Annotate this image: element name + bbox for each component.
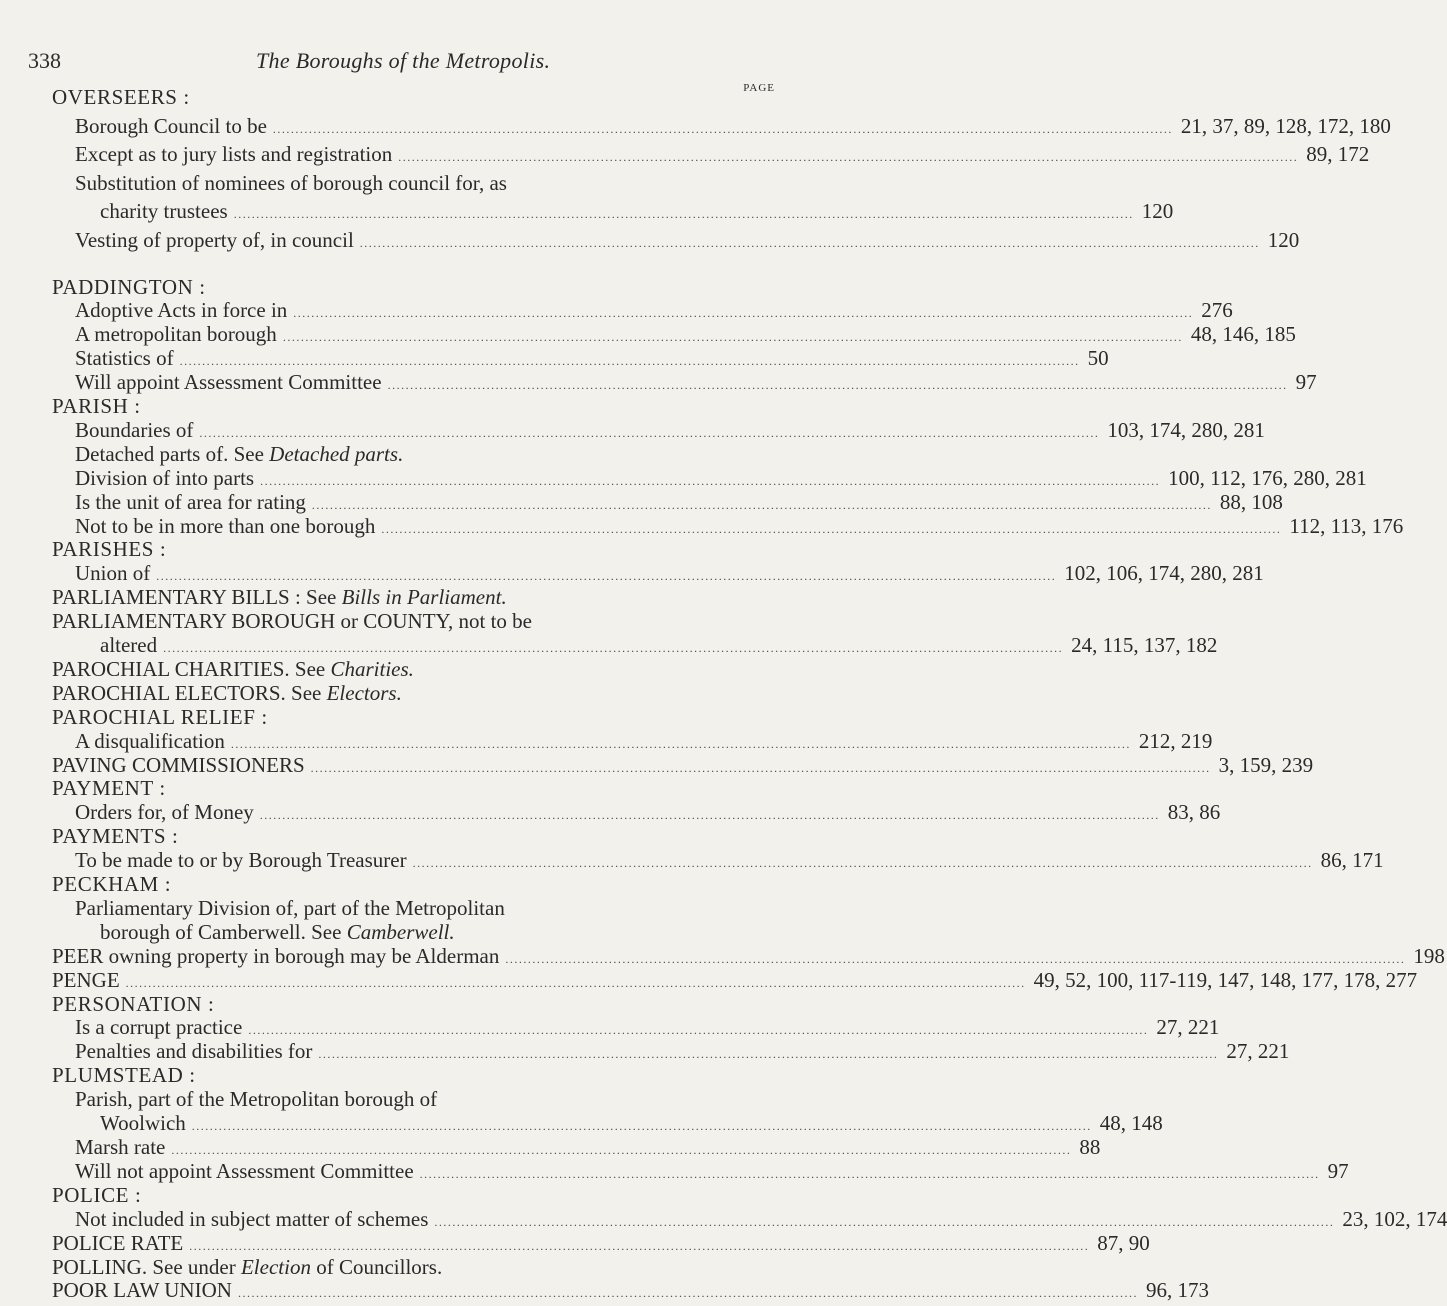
entry-text: OVERSEERS : (52, 85, 190, 109)
entry-text: Will not appoint Assessment Committee (75, 1159, 414, 1183)
dot-leader: ........................................................................................................................................................................................................ (163, 641, 1064, 655)
index-entry (75, 489, 1283, 515)
entry-text: Adoptive Acts in force in (75, 298, 288, 322)
entry-text: Except as to jury lists and registration (75, 142, 393, 166)
index-entry (75, 513, 1404, 539)
page-references: 27, 221 (1226, 1039, 1290, 1063)
index-entry (75, 369, 1317, 395)
page-references: 120 (1141, 199, 1174, 223)
page-references: 27, 221 (1156, 1015, 1220, 1039)
entry-text: charity trustees (100, 199, 228, 223)
index-entry (75, 1206, 1447, 1232)
index-entry (52, 1277, 1209, 1303)
page-references: 88, 108 (1219, 490, 1283, 514)
dot-leader: ........................................................................................................................................................................................................ (260, 474, 1161, 488)
index-entry (52, 1230, 1150, 1256)
index-heading (52, 1182, 141, 1208)
index-entry (100, 198, 1174, 224)
entry-text: PECKHAM : (52, 872, 172, 896)
dot-leader: ........................................................................................................................................................................................................ (412, 856, 1313, 870)
entry-text: Orders for, of Money (75, 800, 254, 824)
index-entry (75, 345, 1109, 371)
entry-text: PARISH : (52, 394, 141, 418)
entry-text: PAROCHIAL ELECTORS. See Electors. (52, 681, 402, 705)
index-text-line (52, 608, 532, 634)
index-entry (100, 1110, 1163, 1136)
dot-leader: ........................................................................................................................................................................................................ (237, 1286, 1138, 1300)
page-column-label: PAGE (743, 82, 775, 94)
entry-text: PAVING COMMISSIONERS (52, 753, 305, 777)
dot-leader: ........................................................................................................................................................................................................ (199, 426, 1100, 440)
index-entry (75, 1134, 1101, 1160)
page-references: 97 (1327, 1159, 1349, 1183)
index-heading (52, 823, 178, 849)
dot-leader: ........................................................................................................................................................................................................ (125, 976, 1026, 990)
page-references: 23, 102, 174 (1342, 1207, 1447, 1231)
index-entry (75, 297, 1233, 323)
entry-text: Union of (75, 561, 151, 585)
index-entry (75, 321, 1296, 347)
page-references: 50 (1087, 346, 1109, 370)
page-references: 276 (1201, 298, 1233, 322)
page-references: 89, 172 (1306, 142, 1370, 166)
dot-leader: ........................................................................................................................................................................................................ (233, 207, 1134, 221)
index-heading (52, 871, 171, 897)
entry-text: Borough Council to be (75, 114, 267, 138)
index-heading (52, 393, 141, 419)
index-entry (75, 847, 1384, 873)
dot-leader: ........................................................................................................................................................................................................ (359, 236, 1260, 250)
entry-text: Will appoint Assessment Committee (75, 370, 382, 394)
entry-text: POLICE RATE (52, 1231, 184, 1255)
dot-leader: ........................................................................................................................................................................................................ (230, 737, 1131, 751)
dot-leader: ........................................................................................................................................................................................................ (434, 1215, 1335, 1229)
entry-text: Statistics of (75, 346, 174, 370)
dot-leader: ........................................................................................................................................................................................................ (381, 522, 1282, 536)
entry-text: PAYMENT : (52, 776, 166, 800)
entry-text: POLICE : (52, 1183, 142, 1207)
cross-reference: Detached parts. (269, 442, 404, 466)
index-text-line (75, 895, 505, 921)
index-heading (52, 775, 166, 801)
cross-reference: Election (240, 1255, 311, 1279)
cross-reference: Camberwell. (346, 920, 455, 944)
page-references: 212, 219 (1138, 729, 1213, 753)
dot-leader: ........................................................................................................................................................................................................ (272, 122, 1173, 136)
page-references: 48, 146, 185 (1190, 322, 1296, 346)
running-title: The Boroughs of the Metropolis. (256, 48, 551, 73)
index-text-line (52, 656, 414, 682)
dot-leader: ........................................................................................................................................................................................................ (189, 1239, 1090, 1253)
index-text-line (75, 1086, 437, 1112)
entry-text: Is a corrupt practice (75, 1015, 243, 1039)
index-entry (75, 141, 1370, 167)
entry-text-tail: of Councillors. (310, 1255, 443, 1279)
dot-leader: ........................................................................................................................................................................................................ (171, 1143, 1072, 1157)
dot-leader: ........................................................................................................................................................................................................ (259, 808, 1160, 822)
entry-text: A metropolitan borough (75, 322, 277, 346)
index-entry (75, 560, 1264, 586)
page-references: 103, 174, 280, 281 (1107, 418, 1265, 442)
dot-leader: ........................................................................................................................................................................................................ (398, 150, 1299, 164)
index-text-line (75, 441, 403, 467)
entry-text: Boundaries of (75, 418, 194, 442)
page-references: 49, 52, 100, 117-119, 147, 148, 177, 178, 277 (1033, 968, 1418, 992)
page-references: 48, 148 (1099, 1111, 1163, 1135)
page-references: 87, 90 (1097, 1231, 1150, 1255)
dot-leader: ........................................................................................................................................................................................................ (318, 1047, 1219, 1061)
entry-text: borough of Camberwell. See Camberwell. (100, 920, 455, 944)
entry-text: PAROCHIAL RELIEF : (52, 705, 268, 729)
index-entry (52, 943, 1445, 969)
dot-leader: ........................................................................................................................................................................................................ (505, 952, 1406, 966)
entry-text: POLLING. See under Election of Councillors. (52, 1255, 443, 1279)
page-references: 120 (1267, 228, 1300, 252)
entry-text: altered (100, 633, 158, 657)
entry-text: POOR LAW UNION (52, 1278, 232, 1302)
dot-leader: ........................................................................................................................................................................................................ (311, 498, 1212, 512)
index-heading (52, 536, 166, 562)
dot-leader: ........................................................................................................................................................................................................ (419, 1167, 1320, 1181)
index-text-line (52, 680, 402, 706)
entry-text: PENGE (52, 968, 120, 992)
index-entry (52, 967, 1418, 993)
index-heading (52, 704, 268, 730)
entry-text: Marsh rate (75, 1135, 166, 1159)
index-text-line (100, 919, 455, 945)
index-entry (75, 799, 1221, 825)
entry-text: PARLIAMENTARY BILLS : See Bills in Parliament. (52, 585, 507, 609)
entry-text: Vesting of property of, in council (75, 228, 354, 252)
entry-text: PEER owning property in borough may be Alderman (52, 944, 500, 968)
index-text-line (52, 584, 507, 610)
index-entry (75, 465, 1367, 491)
entry-text: PARLIAMENTARY BOROUGH or COUNTY, not to be (52, 609, 532, 633)
index-heading (52, 84, 190, 110)
page-references: 86, 171 (1320, 848, 1384, 872)
cross-reference: Bills in Parliament. (341, 585, 507, 609)
entry-text: Is the unit of area for rating (75, 490, 306, 514)
page-references: 102, 106, 174, 280, 281 (1064, 561, 1264, 585)
entry-text: Substitution of nominees of borough council for, as (75, 171, 507, 195)
entry-text: Woolwich (100, 1111, 186, 1135)
dot-leader: ........................................................................................................................................................................................................ (282, 330, 1183, 344)
index-entry (75, 417, 1265, 443)
page-references: 100, 112, 176, 280, 281 (1168, 466, 1367, 490)
page-references: 21, 37, 89, 128, 172, 180 (1180, 114, 1391, 138)
entry-text: PADDINGTON : (52, 275, 206, 299)
page-references: 97 (1295, 370, 1317, 394)
page-references: 3, 159, 239 (1218, 753, 1314, 777)
page-number: 338 (28, 48, 61, 73)
entry-text: To be made to or by Borough Treasurer (75, 848, 407, 872)
page-references: 83, 86 (1167, 800, 1221, 824)
entry-text: A disqualification (75, 729, 225, 753)
entry-text: Parish, part of the Metropolitan borough of (75, 1087, 438, 1111)
page-references: 112, 113, 176 (1289, 514, 1404, 538)
index-text-line (75, 170, 507, 196)
entry-text: Detached parts of. See Detached parts. (75, 442, 404, 466)
page-references: 88 (1079, 1135, 1101, 1159)
entry-text: Not included in subject matter of schemes (75, 1207, 429, 1231)
dot-leader: ........................................................................................................................................................................................................ (179, 354, 1080, 368)
dot-leader: ........................................................................................................................................................................................................ (156, 569, 1057, 583)
index-entry (75, 1014, 1220, 1040)
dot-leader: ........................................................................................................................................................................................................ (248, 1023, 1149, 1037)
entry-text: PAROCHIAL CHARITIES. See Charities. (52, 657, 414, 681)
cross-reference: Electors. (326, 681, 402, 705)
page-references: 198 (1413, 944, 1445, 968)
index-heading (52, 1062, 196, 1088)
index-entry (100, 632, 1218, 658)
page-references: 96, 173 (1145, 1278, 1209, 1302)
entry-text: Parliamentary Division of, part of the Metropolitan (75, 896, 505, 920)
entry-text: PARISHES : (52, 537, 167, 561)
index-entry (75, 1158, 1349, 1184)
entry-text: PAYMENTS : (52, 824, 179, 848)
index-entry (75, 113, 1391, 139)
entry-text: PERSONATION : (52, 992, 215, 1016)
dot-leader: ........................................................................................................................................................................................................ (310, 761, 1211, 775)
entry-text: PLUMSTEAD : (52, 1063, 196, 1087)
entry-text: Penalties and disabilities for (75, 1039, 313, 1063)
entry-text: Division of into parts (75, 466, 255, 490)
index-entry (75, 728, 1213, 754)
index-entry (75, 227, 1300, 253)
dot-leader: ........................................................................................................................................................................................................ (387, 378, 1288, 392)
cross-reference: Charities. (330, 657, 414, 681)
dot-leader: ........................................................................................................................................................................................................ (191, 1119, 1092, 1133)
page-references: 24, 115, 137, 182 (1071, 633, 1218, 657)
entry-text: Not to be in more than one borough (75, 514, 376, 538)
dot-leader: ........................................................................................................................................................................................................ (293, 306, 1194, 320)
index-entry (75, 1038, 1290, 1064)
